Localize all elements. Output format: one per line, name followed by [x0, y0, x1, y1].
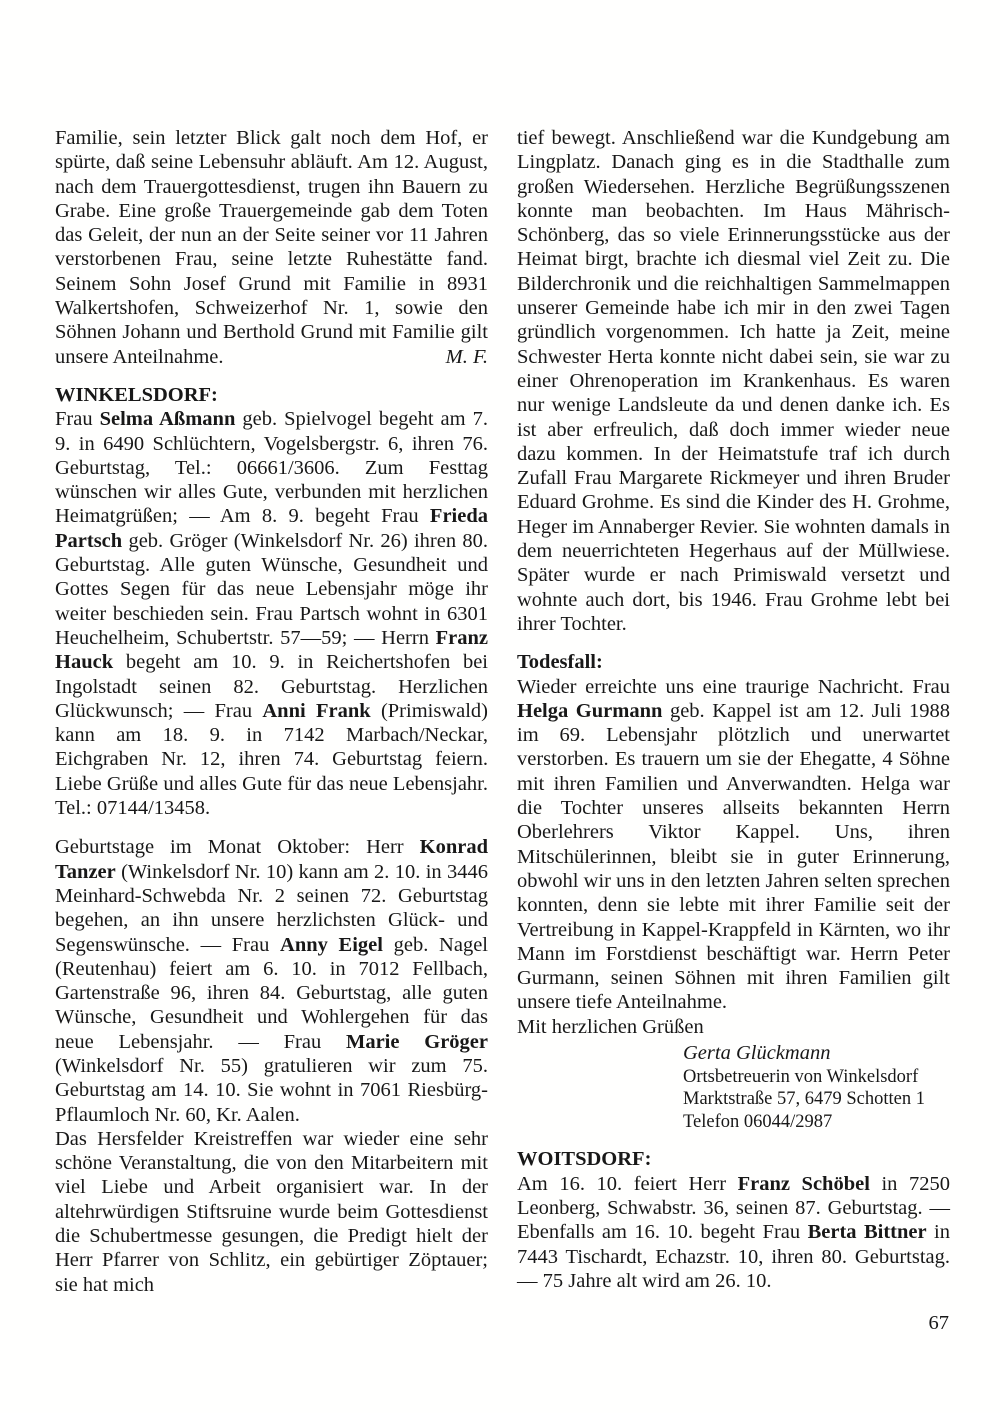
page-number: 67	[928, 1312, 949, 1334]
woitsdorf-paragraph: Am 16. 10. feiert Herr Franz Schöbel in 7250 Leonberg, Schwabstr. 36, seinen 87. Geburtstag. — Ebenfalls am 16. 10. begeht Frau Berta Bittner in 7443 Tischardt, Echazstr. 10, ihren 80. Geburtstag. — 75 Jahre alt wird am 26. 10.	[517, 1172, 950, 1292]
left-column	[55, 126, 488, 1297]
signature-phone: Telefon 06044/2987	[683, 1111, 833, 1132]
closing-line: Mit herzlichen Grüßen	[517, 1015, 704, 1038]
signature-role: Ortsbetreuerin von Winkelsdorf	[683, 1066, 919, 1087]
signature-block	[517, 1041, 950, 1134]
section-heading-woitsdorf: WOITSDORF:	[517, 1148, 652, 1171]
section-heading-winkelsdorf: WINKELSDORF:	[55, 383, 218, 406]
signature-address: Marktstraße 57, 6479 Schotten 1	[683, 1089, 925, 1110]
kreistreffen-report-paragraph: Das Hersfelder Kreistreffen war wieder eine sehr schöne Veranstaltung, die von den Mitarbeitern mit viel Liebe und Arbeit organisiert war. In der altehrwürdigen Stiftsruine wurde beim Gottesdienst die Schubertmesse gesungen, die Predigt hielt der Herr Pfarrer von Schlitz, ein gebürtiger Zöptauer; sie hat mich	[55, 1127, 488, 1296]
report-continuation-paragraph: tief bewegt. Anschließend war die Kundgebung am Lingplatz. Danach ging es in die Stadthalle zum großen Wiedersehen. Herzliche Begrüßungsszenen konnte man beobachten. Im Haus Mährisch-Schönberg, das so viele Erinnerungsstücke aus der Heimat birgt, brachte ich diesmal viel Zeit zu. Die Bilderchronik und die reichhaltigen Sammelmappen unserer Gemeinde habe ich mir in den zwei Tagen gründlich vorgenommen. Ich hatte ja Zeit, meine Schwester Herta konnte nicht dabei sein, sie war zu einer Ohrenoperation im Krankenhaus. Es waren nur wenige Landsleute da und denen danke ich. Es ist aber erfreulich, daß doch immer wieder neue dazu kommen. In der Heimatstufe traf ich durch Zufall Frau Margarete Rickmeyer und ihren Bruder Eduard Grohme. Es sind die Kinder des H. Grohme, Heger im Annaberger Revier. Sie wohnten damals in dem neuerrichteten Hegerhaus auf der Müllwiese. Später wurde er nach Primiswald versetzt und wohnte auch dort, bis 1946. Frau Grohme lebt bei ihrer Tochter.	[517, 127, 950, 635]
obituary-continuation-paragraph: Familie, sein letzter Blick galt noch dem Hof, er spürte, daß seine Lebensuhr abläuft. Am 12. August, nach dem Trauergottesdienst, trugen ihn Bauern zu Grabe. Eine große Trauergemeinde gab dem Toten das Geleit, der nun an der Seite seiner vor 11 Jahren verstorbenen Frau, seine letzte Ruhestätte fand. Seinem Sohn Josef Grund mit Familie in 8931 Walkertshofen, Schweizerhof Nr. 1, sowie den Söhnen Johann und Berthold Grund mit Familie gilt unsere Anteilnahme. M. F.	[55, 127, 488, 368]
two-column-text-area	[55, 126, 950, 1297]
winkelsdorf-october-birthdays-paragraph: Geburtstage im Monat Oktober: Herr Konrad Tanzer (Winkelsdorf Nr. 10) kann am 2. 10. in 3446 Meinhard-Schwebda Nr. 2 seinen 72. Geburtstag begehen, an ihn unsere herzlichsten Glück- und Segenswünsche. — Frau Anny Eigel geb. Nagel (Reutenhau) feiert am 6. 10. in 7012 Fellbach, Gartenstraße 96, ihren 84. Geburtstag, alle guten Wünsche, Gesundheit und Wohlergehen für das neue Lebensjahr. — Frau Marie Gröger (Winkelsdorf Nr. 55) gratulieren wir zum 75. Geburtstag am 14. 10. Sie wohnt in 7061 Riesbürg-Pflaumloch Nr. 60, Kr. Aalen.	[55, 836, 489, 1126]
section-heading-todesfall: Todesfall:	[517, 651, 603, 674]
signature-name: Gerta Glückmann	[683, 1041, 831, 1064]
winkelsdorf-september-birthdays-paragraph: Frau Selma Aßmann geb. Spielvogel begeht am 7. 9. in 6490 Schlüchtern, Vogelsbergstr. 6, ihren 76. Geburtstag, Tel.: 06661/3606. Zum Festtag wünschen wir alles Gute, verbunden mit herzlichen Heimatgrüßen; — Am 8. 9. begeht Frau Frieda Partsch geb. Gröger (Winkelsdorf Nr. 26) ihren 80. Geburtstag. Alle guten Wünsche, Gesundheit und Gottes Segen für das neue Lebensjahr möge ihr weiter beschieden sein. Frau Partsch wohnt in 6301 Heuchelheim, Schubertstr. 57—59; — Herrn Franz Hauck begeht am 10. 9. in Reichertshofen bei Ingolstadt seinen 82. Geburtstag. Herzlichen Glückwunsch; — Frau Anni Frank (Primiswald) kann am 18. 9. in 7142 Marbach/Neckar, Eichgraben Nr. 12, ihren 74. Geburtstag feiern. Liebe Grüße und alles Gute für das neue Lebensjahr. Tel.: 07144/13458.	[55, 408, 488, 820]
right-column	[517, 126, 950, 1297]
todesfall-paragraph: Wieder erreichte uns eine traurige Nachricht. Frau Helga Gurmann geb. Kappel ist am 12. Juli 1988 im 69. Lebensjahr plötzlich und unerwartet verstorben. Es trauern um sie der Ehegatte, 4 Söhne mit ihren Familien und Anverwandten. Helga war die Tochter unseres allseits bekannten Herrn Oberlehrers Viktor Kappel. Uns, ihren Mitschülerinnen, bleibt sie in guter Erinnerung, obwohl wir uns in den letzten Jahren selten sprechen konnten, denn sie lebte mit ihrer Familie seit der Vertreibung in Kappel-Krappfeld in Kärnten, wo ihr Mann im Forstdienst beschäftigt war. Herrn Peter Gurmann, seinen Söhnen mit ihren Familien gilt unsere tiefe Anteilnahme.	[517, 675, 950, 1014]
